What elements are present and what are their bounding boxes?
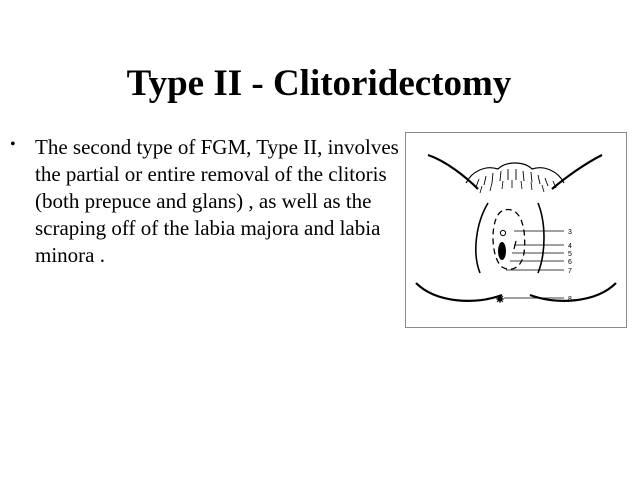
hair-strokes-lower — [480, 180, 544, 193]
figure-label-3: 3 — [568, 229, 572, 236]
bullet-item — [10, 134, 405, 269]
bullet-text: The second type of FGM, Type II, involves the partial or entire removal of the clitoris (both prepuce and glans) , as well as the scraping off of the labia majora and labia minora . — [35, 135, 399, 267]
slide-title: Type II - Clitoridectomy — [126, 63, 512, 104]
figure-label-5: 5 — [568, 251, 572, 258]
left-thigh-curve — [428, 155, 478, 189]
left-labium-line — [476, 203, 488, 273]
anatomical-diagram — [405, 132, 627, 328]
left-buttock-curve — [416, 283, 502, 301]
clitoris-marker — [500, 230, 505, 235]
anus-marks — [496, 295, 504, 303]
vaginal-opening — [498, 242, 506, 260]
hair-strokes — [476, 169, 556, 188]
figure-label-8: 8 — [568, 296, 572, 303]
excision-boundary — [493, 210, 525, 270]
hair-outline — [466, 163, 564, 183]
diagram-drawing — [406, 133, 626, 327]
bullet-marker: • — [10, 136, 16, 153]
figure-label-6: 6 — [568, 259, 572, 266]
right-labium-line — [538, 203, 544, 273]
right-thigh-curve — [552, 155, 602, 189]
figure-label-7: 7 — [568, 268, 572, 275]
figure-label-4: 4 — [568, 243, 572, 250]
